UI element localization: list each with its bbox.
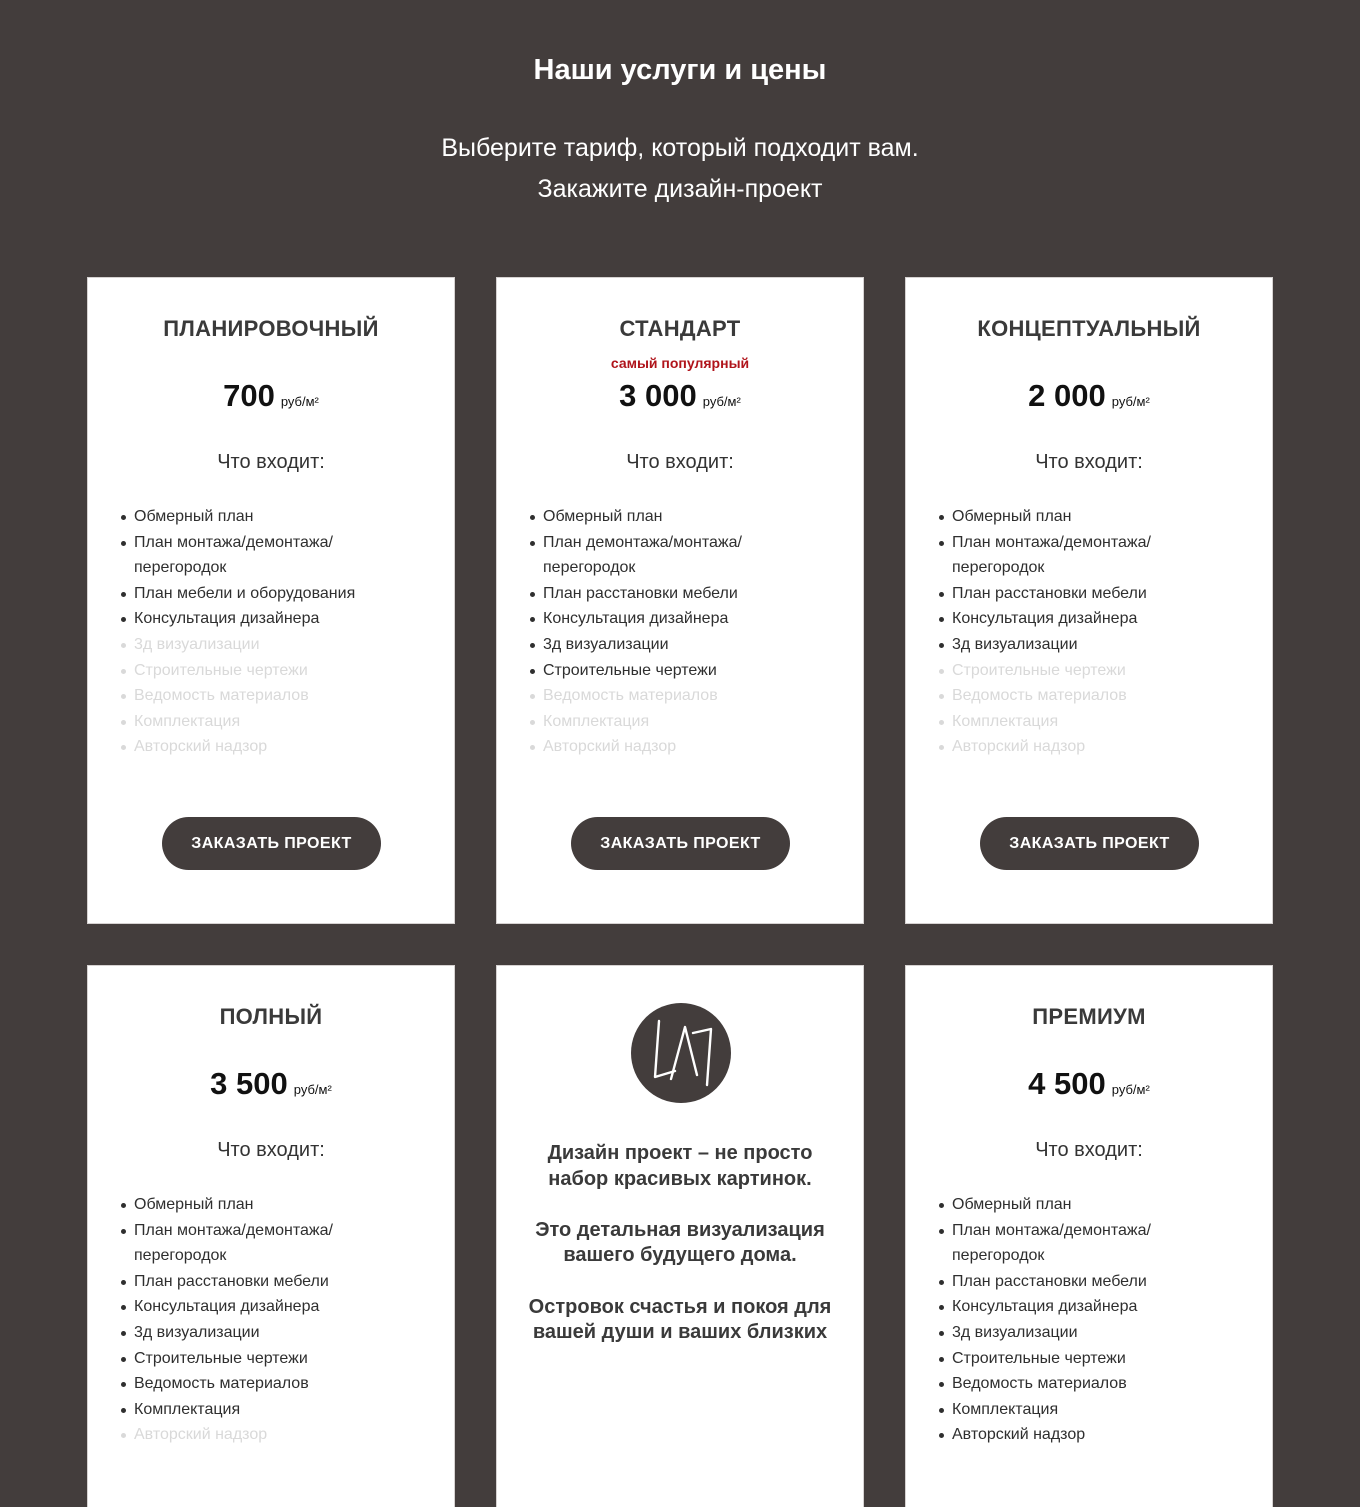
feature-item: перегородок [134, 1247, 227, 1265]
feature-item: Ведомость материалов [120, 683, 440, 709]
feature-item: План монтажа/демонтажа/ [938, 530, 1258, 556]
feature-item: План расстановки мебели [120, 1269, 440, 1295]
includes-label: Что входит: [1035, 1139, 1143, 1161]
about-text [497, 1141, 863, 1371]
feature-list [529, 504, 849, 760]
feature-item: План мебели и оборудования [120, 581, 440, 607]
plan-card-full [87, 965, 455, 1507]
feature-item: 3д визуализации [120, 632, 440, 658]
plan-card-premium [905, 965, 1273, 1507]
about-line: Дизайн проект – не просто [547, 1142, 813, 1164]
feature-item: Ведомость материалов [938, 1371, 1258, 1397]
feature-item: Авторский надзор [938, 1422, 1258, 1448]
feature-item: Комплектация [120, 709, 440, 735]
feature-item: Обмерный план [529, 504, 849, 530]
plan-title: КОНЦЕПТУАЛЬНЫЙ [977, 316, 1201, 341]
feature-list [120, 504, 440, 760]
price-unit: руб/м² [702, 394, 741, 409]
about-paragraph [497, 1141, 863, 1192]
feature-item: План расстановки мебели [938, 1269, 1258, 1295]
page-title: Наши услуги и цены [533, 54, 827, 86]
subtitle-line: Выберите тариф, который подходит вам. [441, 134, 919, 162]
studio-logo-icon [631, 1003, 731, 1103]
popular-badge: самый популярный [610, 355, 750, 371]
feature-item: Консультация дизайнера [120, 1294, 440, 1320]
feature-item: перегородок [952, 1247, 1045, 1265]
page-subtitle [0, 128, 1360, 210]
price-amount: 4 500 [1028, 1066, 1106, 1101]
feature-item: Авторский надзор [120, 1422, 440, 1448]
about-line: вашей души и ваших близких [532, 1321, 828, 1344]
plan-price [88, 378, 454, 414]
feature-item: План расстановки мебели [529, 581, 849, 607]
plan-price [497, 378, 863, 414]
feature-item: Строительные чертежи [938, 1346, 1258, 1372]
price-amount: 700 [223, 378, 275, 413]
plan-title: ПЛАНИРОВОЧНЫЙ [163, 316, 379, 341]
price-amount: 2 000 [1028, 378, 1106, 413]
feature-item: Ведомость материалов [120, 1371, 440, 1397]
price-unit: руб/м² [1111, 394, 1150, 409]
feature-item: Комплектация [938, 1397, 1258, 1423]
feature-list [120, 1192, 440, 1448]
about-line: вашего будущего дома. [563, 1244, 797, 1267]
includes-label: Что входит: [626, 451, 734, 473]
about-card [496, 965, 864, 1507]
feature-item: Консультация дизайнера [529, 606, 849, 632]
feature-item: 3д визуализации [938, 1320, 1258, 1346]
price-unit: руб/м² [280, 394, 319, 409]
feature-item: План демонтажа/монтажа/ [529, 530, 849, 556]
feature-item: План расстановки мебели [938, 581, 1258, 607]
includes-label: Что входит: [217, 451, 325, 473]
feature-item: 3д визуализации [529, 632, 849, 658]
includes-label: Что входит: [1035, 451, 1143, 473]
price-unit: руб/м² [1111, 1082, 1150, 1097]
about-line: Островок счастья и покоя для [528, 1295, 832, 1318]
feature-item: Комплектация [938, 709, 1258, 735]
feature-item: Строительные чертежи [938, 658, 1258, 684]
feature-item: План монтажа/демонтажа/ [120, 1218, 440, 1244]
about-line: Это детальная визуализация [535, 1218, 825, 1241]
feature-item: перегородок [134, 559, 227, 577]
price-amount: 3 000 [619, 378, 697, 413]
feature-item: Строительные чертежи [529, 658, 849, 684]
plan-price [88, 1066, 454, 1102]
feature-list [938, 504, 1258, 760]
plan-title: ПРЕМИУМ [1032, 1004, 1146, 1029]
plan-title: СТАНДАРТ [619, 316, 741, 341]
feature-item: 3д визуализации [120, 1320, 440, 1346]
feature-item: перегородок [952, 559, 1045, 577]
feature-item: Обмерный план [938, 1192, 1258, 1218]
subtitle-line: Закажите дизайн-проект [537, 175, 823, 203]
about-paragraph [497, 1218, 863, 1269]
feature-item: 3д визуализации [938, 632, 1258, 658]
feature-item: Обмерный план [120, 1192, 440, 1218]
feature-item: перегородок [543, 559, 636, 577]
feature-item: Обмерный план [120, 504, 440, 530]
feature-item: Ведомость материалов [938, 683, 1258, 709]
plan-price [906, 378, 1272, 414]
plan-price [906, 1066, 1272, 1102]
order-project-button[interactable]: ЗАКАЗАТЬ ПРОЕКТ [980, 817, 1199, 870]
feature-item: Комплектация [529, 709, 849, 735]
feature-item: Консультация дизайнера [938, 1294, 1258, 1320]
plan-card-standard [496, 277, 864, 924]
order-project-button[interactable]: ЗАКАЗАТЬ ПРОЕКТ [162, 817, 381, 870]
price-unit: руб/м² [293, 1082, 332, 1097]
price-amount: 3 500 [210, 1066, 288, 1101]
includes-label: Что входит: [217, 1139, 325, 1161]
plan-card-planning [87, 277, 455, 924]
feature-item: Консультация дизайнера [120, 606, 440, 632]
plan-card-conceptual [905, 277, 1273, 924]
feature-item: Консультация дизайнера [938, 606, 1258, 632]
feature-item: План монтажа/демонтажа/ [120, 530, 440, 556]
about-paragraph [497, 1295, 863, 1346]
feature-item: Обмерный план [938, 504, 1258, 530]
feature-item: Строительные чертежи [120, 1346, 440, 1372]
feature-item: План монтажа/демонтажа/ [938, 1218, 1258, 1244]
feature-item: Комплектация [120, 1397, 440, 1423]
order-project-button[interactable]: ЗАКАЗАТЬ ПРОЕКТ [571, 817, 790, 870]
feature-item: Авторский надзор [120, 734, 440, 760]
feature-item: Ведомость материалов [529, 683, 849, 709]
about-line: набор красивых картинок. [548, 1167, 812, 1190]
feature-item: Авторский надзор [529, 734, 849, 760]
feature-item: Авторский надзор [938, 734, 1258, 760]
feature-list [938, 1192, 1258, 1448]
plan-title: ПОЛНЫЙ [219, 1004, 323, 1029]
feature-item: Строительные чертежи [120, 658, 440, 684]
